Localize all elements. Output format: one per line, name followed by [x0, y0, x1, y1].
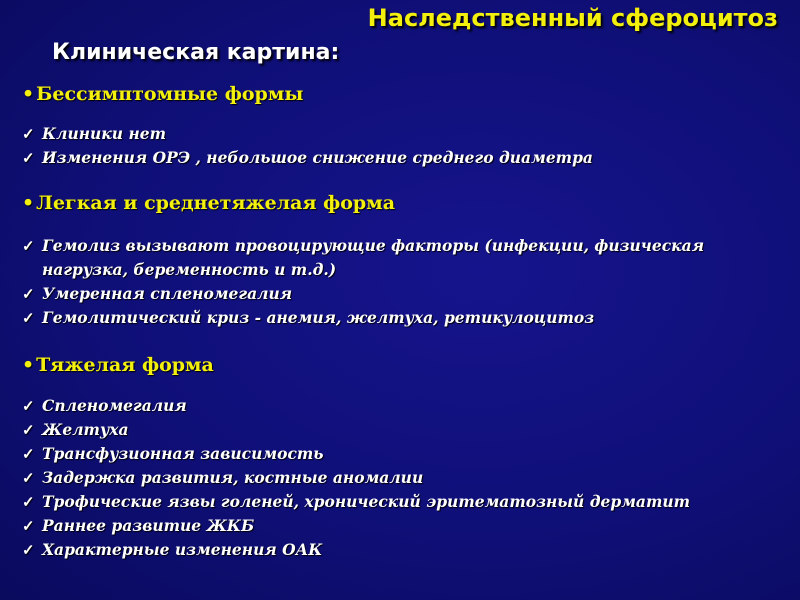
bullet-icon: • [22, 354, 35, 376]
list-item: ✓ Умеренная спленомегалия [22, 282, 772, 306]
checkmark-icon: ✓ [22, 541, 35, 559]
list-item: ✓ Клиники нет [22, 122, 593, 146]
checkmark-icon: ✓ [22, 517, 35, 535]
section-heading-mild-moderate: • Легкая и среднетяжелая форма [22, 192, 396, 214]
list-item: ✓ Изменения ОРЭ , небольшое снижение среднего диаметра [22, 146, 593, 170]
checkmark-icon: ✓ [22, 421, 35, 439]
section-heading-severe: • Тяжелая форма [22, 354, 214, 376]
checkmark-icon: ✓ [22, 445, 35, 463]
checkmark-icon: ✓ [22, 469, 35, 487]
list-item: ✓ Гемолиз вызывают провоцирующие факторы (инфекции, физическая нагрузка, беременность и т.д.) [22, 236, 705, 279]
slide-title: Наследственный сфероцитоз [367, 4, 778, 32]
section-list-severe [22, 394, 690, 562]
list-item: ✓ Трансфузионная зависимость [22, 442, 690, 466]
checkmark-icon: ✓ [22, 397, 35, 415]
bullet-icon: • [22, 192, 35, 214]
section-heading-asymptomatic: • Бессимптомные формы [22, 83, 304, 105]
checkmark-icon: ✓ [22, 149, 35, 167]
checkmark-icon: ✓ [22, 309, 35, 327]
slide-subtitle: Клиническая картина: [52, 40, 340, 65]
list-item: ✓ Гемолитический криз - анемия, желтуха, ретикулоцитоз [22, 306, 772, 330]
section-list-mild-moderate [22, 234, 772, 330]
list-item: ✓ Спленомегалия [22, 394, 690, 418]
checkmark-icon: ✓ [22, 125, 35, 143]
checkmark-icon: ✓ [22, 237, 35, 255]
list-item: ✓ Раннее развитие ЖКБ [22, 514, 690, 538]
list-item: ✓ Задержка развития, костные аномалии [22, 466, 690, 490]
section-list-asymptomatic [22, 122, 593, 170]
checkmark-icon: ✓ [22, 285, 35, 303]
list-item: ✓ Желтуха [22, 418, 690, 442]
list-item: ✓ Трофические язвы голеней, хронический эритематозный дерматит [22, 490, 690, 514]
list-item: ✓ Характерные изменения ОАК [22, 538, 690, 562]
bullet-icon: • [22, 83, 35, 105]
checkmark-icon: ✓ [22, 493, 35, 511]
